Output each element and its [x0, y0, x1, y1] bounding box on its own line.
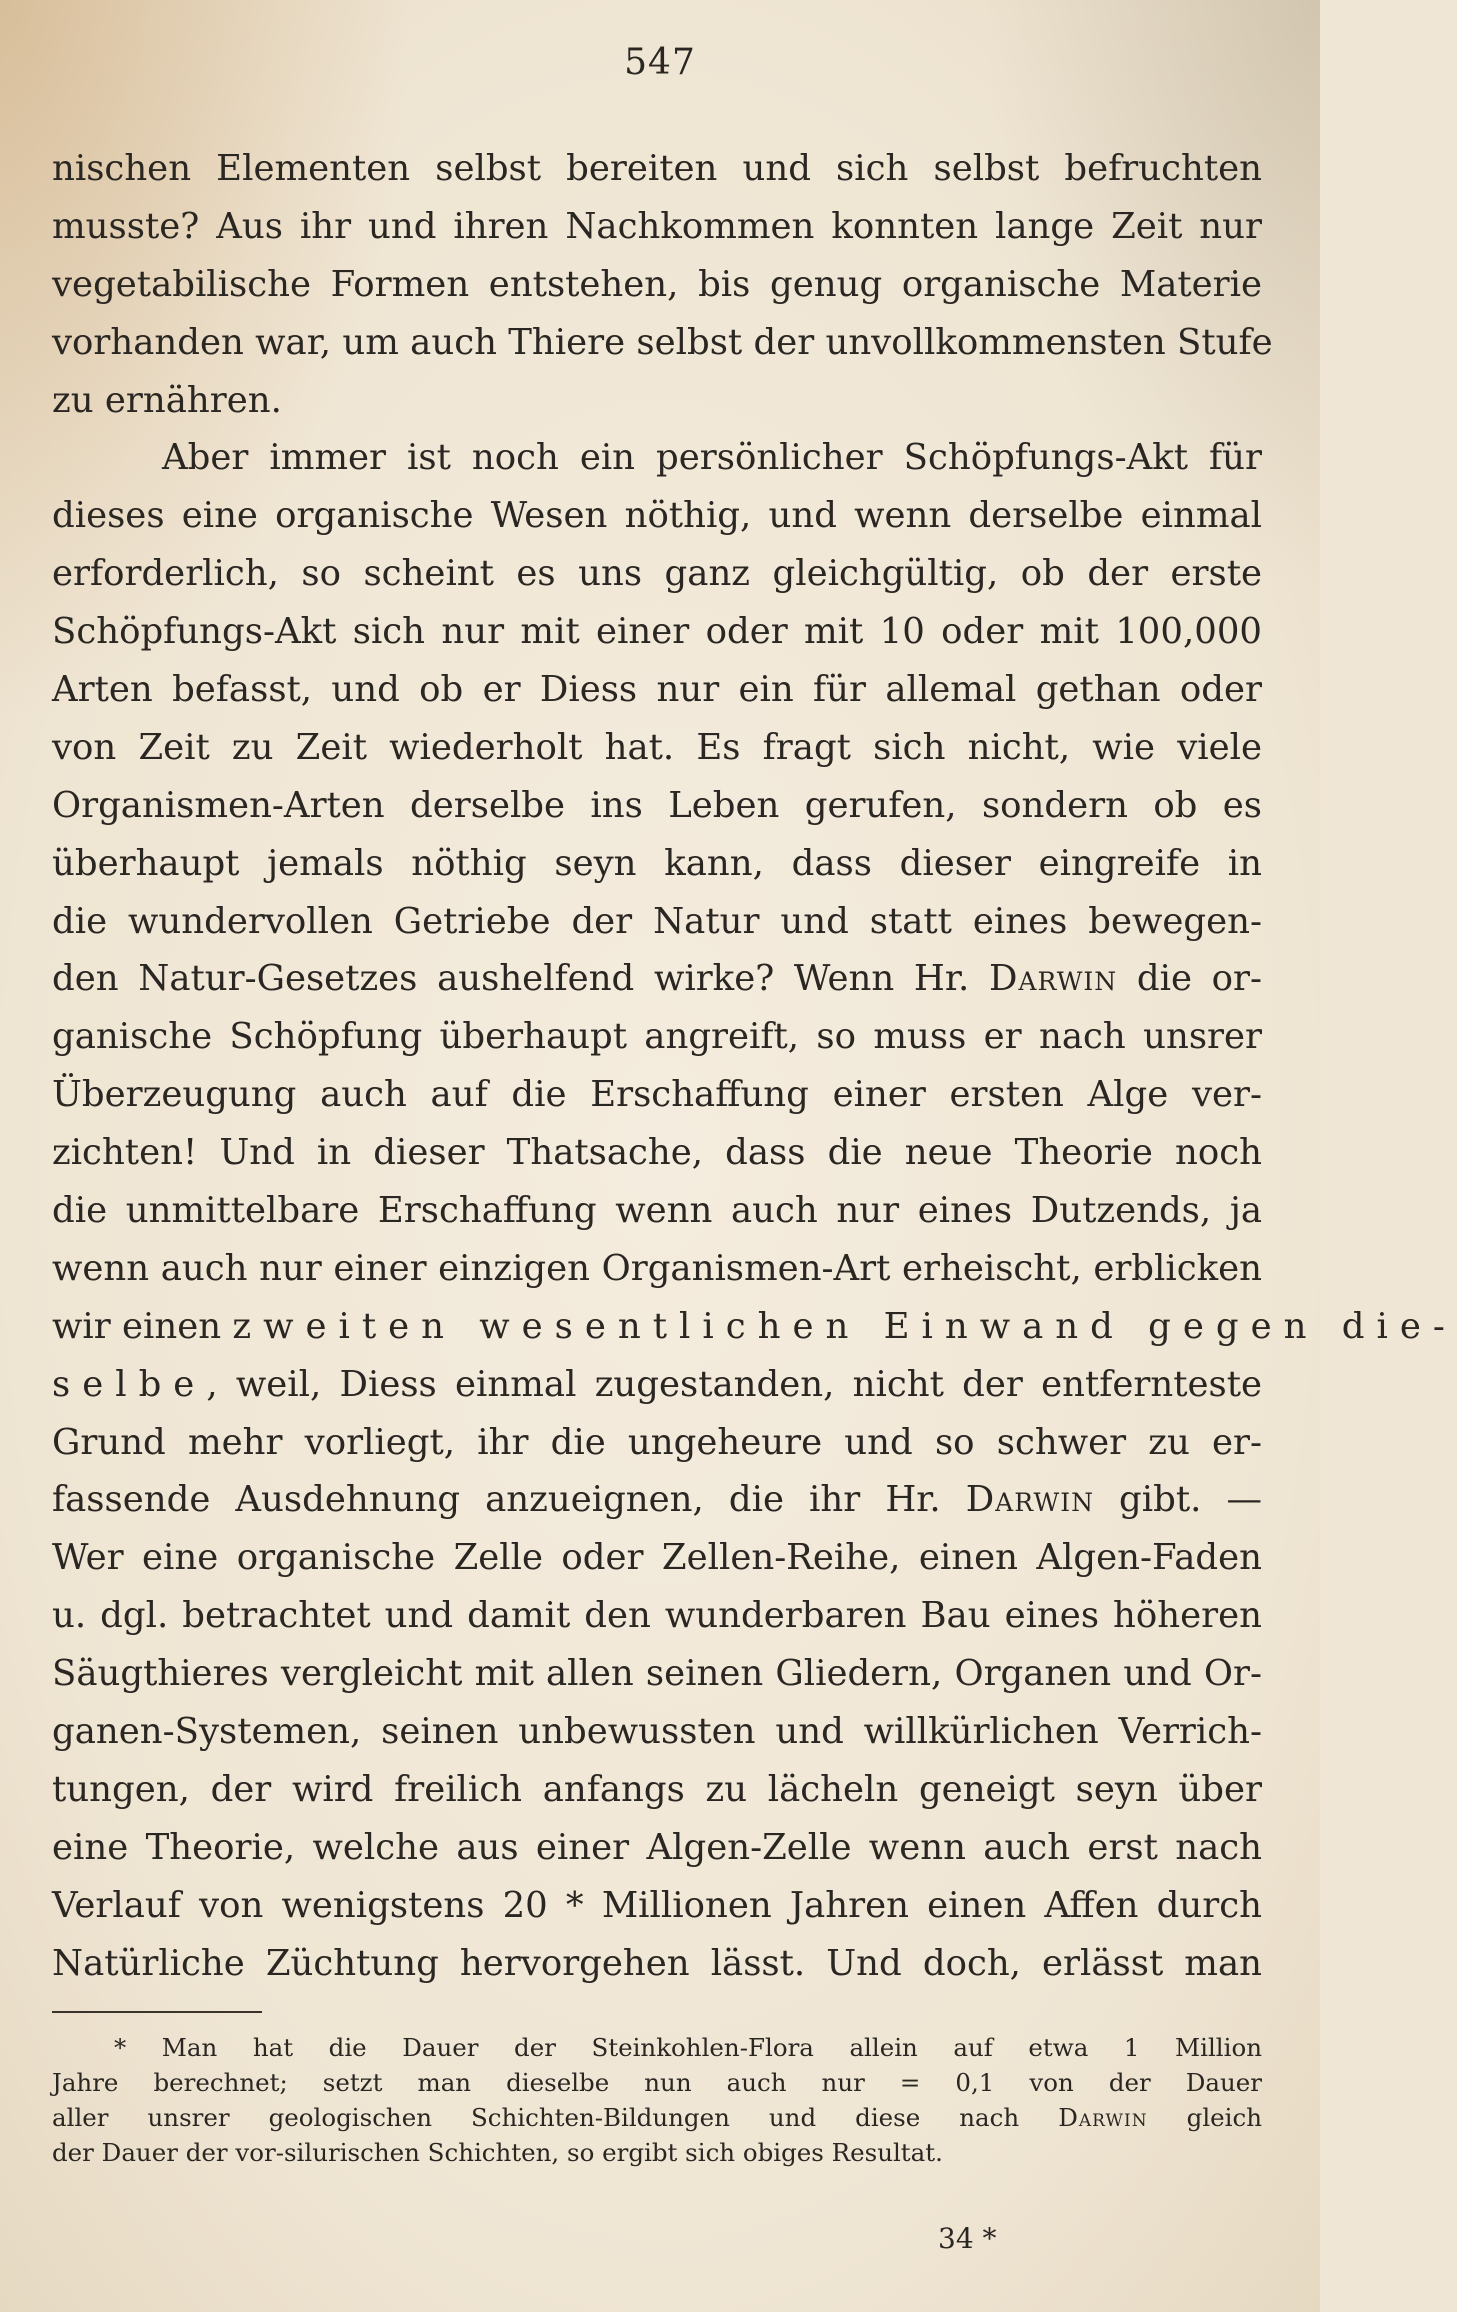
text-line: vorhanden war, um auch Thiere selbst der unvollkommensten Stufe [52, 321, 1273, 363]
footnote-line: Jahre berechnet; setzt man dieselbe nun auch nur = 0,1 von der Dauer [52, 2068, 1262, 2097]
text-line: Schöpfungs-Akt sich nur mit einer oder mit 10 oder mit 100,000 [52, 611, 1262, 653]
text-segment: die or- [1136, 958, 1262, 1000]
text-line: u. dgl. betrachtet und damit den wunderbaren Bau eines höheren [52, 1595, 1262, 1637]
text-line: zu ernähren. [52, 379, 282, 421]
text-line: Grund mehr vorliegt, ihr die ungeheure und so schwer zu er- [52, 1421, 1262, 1463]
text-line: Natürliche Züchtung hervorgehen lässt. Und doch, erlässt man [52, 1942, 1262, 1984]
signature-mark: 34 * [938, 2222, 997, 2255]
text-line: Organismen-Arten derselbe ins Leben gerufen, sondern ob es [52, 784, 1262, 826]
text-line: nischen Elementen selbst bereiten und sich selbst befruchten [52, 148, 1262, 189]
text-line: ganen-Systemen, seinen unbewussten und willkürlichen Verrich- [52, 1711, 1262, 1753]
author-name-darwin: Darwin [988, 958, 1118, 1000]
text-line [52, 1356, 1262, 1414]
text-line: Wer eine organische Zelle oder Zellen-Reihe, einen Algen-Faden [52, 1537, 1262, 1579]
text-line: Säugthieres vergleicht mit allen seinen Gliedern, Organen und Or- [52, 1653, 1262, 1695]
text-segment: , weil, Diess einmal zugestanden, nicht der entfernteste [206, 1363, 1262, 1405]
text-line: erforderlich, so scheint es uns ganz gleichgültig, ob der erste [52, 553, 1262, 595]
text-line: die wundervollen Getriebe der Natur und statt eines bewegen- [52, 900, 1262, 942]
text-line: dieses eine organische Wesen nöthig, und wenn derselbe einmal [52, 495, 1262, 537]
text-segment: gibt. — [1119, 1479, 1262, 1521]
text-line: Überzeugung auch auf die Erschaffung einer ersten Alge ver- [52, 1074, 1262, 1116]
text-line: musste? Aus ihr und ihren Nachkommen konnten lange Zeit nur [52, 205, 1262, 247]
main-text-block [52, 140, 1457, 1993]
text-line [52, 950, 1262, 1008]
text-line [52, 1298, 1457, 1356]
text-segment: den Natur-Gesetzes aushelfend wirke? Wenn Hr. [52, 958, 970, 1000]
emphasized-text: selbe [52, 1363, 207, 1405]
text-line: eine Theorie, welche aus einer Algen-Zelle wenn auch erst nach [52, 1826, 1262, 1868]
author-name-darwin: Darwin [965, 1479, 1094, 1521]
text-line [52, 1471, 1262, 1529]
author-name-darwin: Darwin [1058, 2103, 1148, 2132]
paragraph-start-line: Aber immer ist noch ein persönlicher Schöpfungs-Akt für [162, 437, 1262, 479]
text-line: Arten befasst, und ob er Diess nur ein für allemal gethan oder [52, 669, 1262, 711]
text-segment: wir einen [52, 1305, 222, 1347]
footnote-line: * Man hat die Dauer der Steinkohlen-Flora allein auf etwa 1 Million [114, 2033, 1262, 2062]
text-line: ganische Schöpfung überhaupt angreift, so muss er nach unsrer [52, 1016, 1262, 1058]
text-segment: gleich [1186, 2103, 1263, 2132]
text-line: wenn auch nur einer einzigen Organismen-Art erheischt, erblicken [52, 1247, 1262, 1289]
text-segment: aller unsrer geologischen Schichten-Bildungen und diese nach [52, 2103, 1020, 2132]
text-line: von Zeit zu Zeit wiederholt hat. Es fragt sich nicht, wie viele [52, 726, 1262, 768]
text-segment: fassende Ausdehnung anzueignen, die ihr Hr. [52, 1479, 941, 1521]
text-line: Verlauf von wenigstens 20 * Millionen Jahren einen Affen durch [52, 1884, 1262, 1926]
footnote-divider [52, 2011, 262, 2013]
text-line: die unmittelbare Erschaffung wenn auch nur eines Dutzends, ja [52, 1190, 1262, 1232]
text-line: zichten! Und in dieser Thatsache, dass die neue Theorie noch [52, 1132, 1262, 1174]
footnote-line [52, 2100, 1262, 2135]
text-line: tungen, der wird freilich anfangs zu lächeln geneigt seyn über [52, 1768, 1262, 1810]
footnote-line: der Dauer der vor-silurischen Schichten, so ergibt sich obiges Resultat. [52, 2138, 943, 2167]
emphasized-text: zweiten wesentlichen Einwand gegen die- [232, 1305, 1457, 1347]
text-line: überhaupt jemals nöthig seyn kann, dass dieser eingreife in [52, 842, 1262, 884]
text-line: vegetabilische Formen entstehen, bis genug organische Materie [52, 263, 1262, 305]
footnote-block [52, 2030, 1262, 2170]
page-number: 547 [624, 42, 696, 83]
